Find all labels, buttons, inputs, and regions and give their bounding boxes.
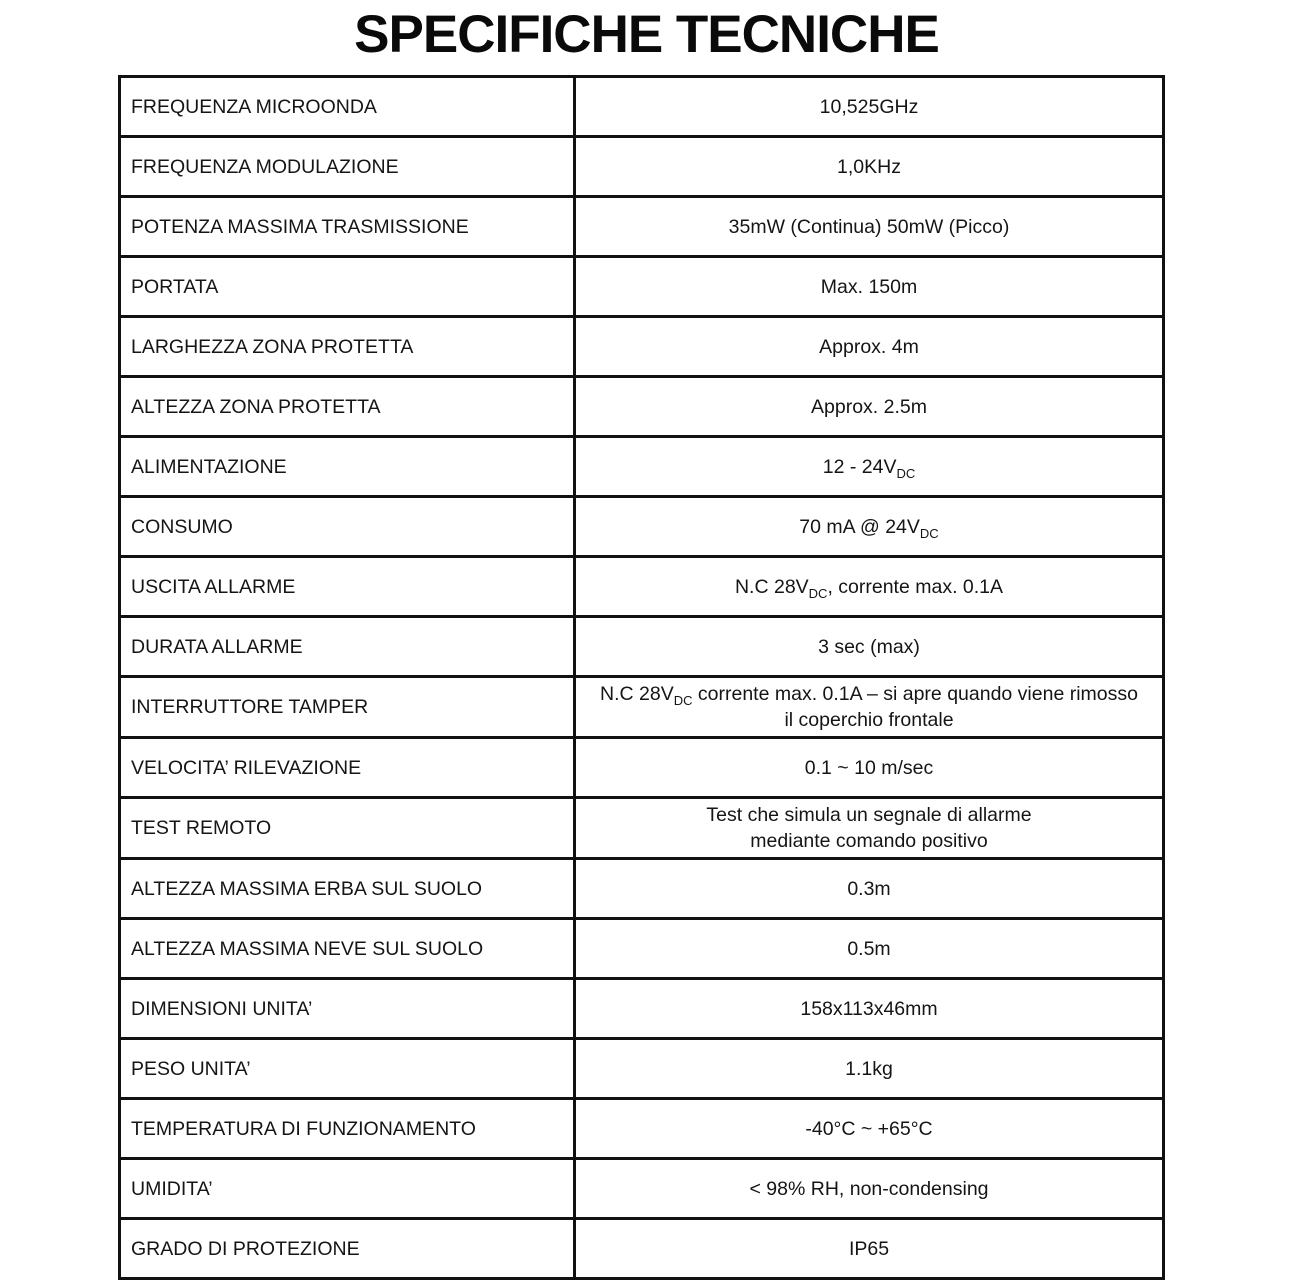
spec-label: FREQUENZA MICROONDA [120,77,575,137]
spec-label: UMIDITA’ [120,1159,575,1219]
spec-value: < 98% RH, non-condensing [575,1159,1164,1219]
table-row [120,437,1164,497]
spec-value: 70 mA @ $24V_{DC}$ [575,497,1164,557]
spec-value: Approx. 4m [575,317,1164,377]
table-row [120,257,1164,317]
spec-value: N.C $28V_{DC}$ corrente max. 0.1A – si apre quando viene rimosso il coperchio frontale [575,677,1164,738]
spec-label: PORTATA [120,257,575,317]
spec-table [118,75,1165,1280]
spec-value: 10,525GHz [575,77,1164,137]
spec-label: CONSUMO [120,497,575,557]
spec-label: LARGHEZZA ZONA PROTETTA [120,317,575,377]
table-row [120,1039,1164,1099]
spec-value: -40°C ~ +65°C [575,1099,1164,1159]
spec-label: GRADO DI PROTEZIONE [120,1219,575,1279]
table-row [120,317,1164,377]
spec-value: Approx. 2.5m [575,377,1164,437]
spec-label: ALTEZZA MASSIMA ERBA SUL SUOLO [120,859,575,919]
table-row [120,919,1164,979]
spec-table-body [120,77,1164,1279]
spec-label: DURATA ALLARME [120,617,575,677]
table-row [120,1159,1164,1219]
table-row [120,557,1164,617]
table-row [120,738,1164,798]
spec-value: 0.1 ~ 10 m/sec [575,738,1164,798]
spec-value: Test che simula un segnale di allarme mediante comando positivo [575,798,1164,859]
table-row [120,617,1164,677]
spec-label: DIMENSIONI UNITA’ [120,979,575,1039]
table-row [120,497,1164,557]
spec-label: FREQUENZA MODULAZIONE [120,137,575,197]
spec-value: $12 - 24V_{DC}$ [575,437,1164,497]
spec-value: Max. 150m [575,257,1164,317]
spec-value: N.C $28V_{DC}$, corrente max. 0.1A [575,557,1164,617]
table-row [120,77,1164,137]
table-row [120,979,1164,1039]
spec-value: IP65 [575,1219,1164,1279]
spec-value: 1.1kg [575,1039,1164,1099]
table-row [120,1099,1164,1159]
spec-label: VELOCITA’ RILEVAZIONE [120,738,575,798]
spec-label: POTENZA MASSIMA TRASMISSIONE [120,197,575,257]
table-row [120,197,1164,257]
spec-value: 158x113x46mm [575,979,1164,1039]
spec-label: ALIMENTAZIONE [120,437,575,497]
table-row [120,1219,1164,1279]
spec-value: 1,0KHz [575,137,1164,197]
spec-value: 35mW (Continua) 50mW (Picco) [575,197,1164,257]
table-row [120,859,1164,919]
spec-label: USCITA ALLARME [120,557,575,617]
spec-label: PESO UNITA’ [120,1039,575,1099]
spec-label: TEST REMOTO [120,798,575,859]
table-row [120,677,1164,738]
spec-value: 0.5m [575,919,1164,979]
spec-label: TEMPERATURA DI FUNZIONAMENTO [120,1099,575,1159]
table-row [120,137,1164,197]
table-row [120,798,1164,859]
spec-value: 3 sec (max) [575,617,1164,677]
spec-label: ALTEZZA MASSIMA NEVE SUL SUOLO [120,919,575,979]
spec-label: ALTEZZA ZONA PROTETTA [120,377,575,437]
table-row [120,377,1164,437]
page-title: SPECIFICHE TECNICHE [354,5,939,64]
spec-label: INTERRUTTORE TAMPER [120,677,575,738]
spec-value: 0.3m [575,859,1164,919]
